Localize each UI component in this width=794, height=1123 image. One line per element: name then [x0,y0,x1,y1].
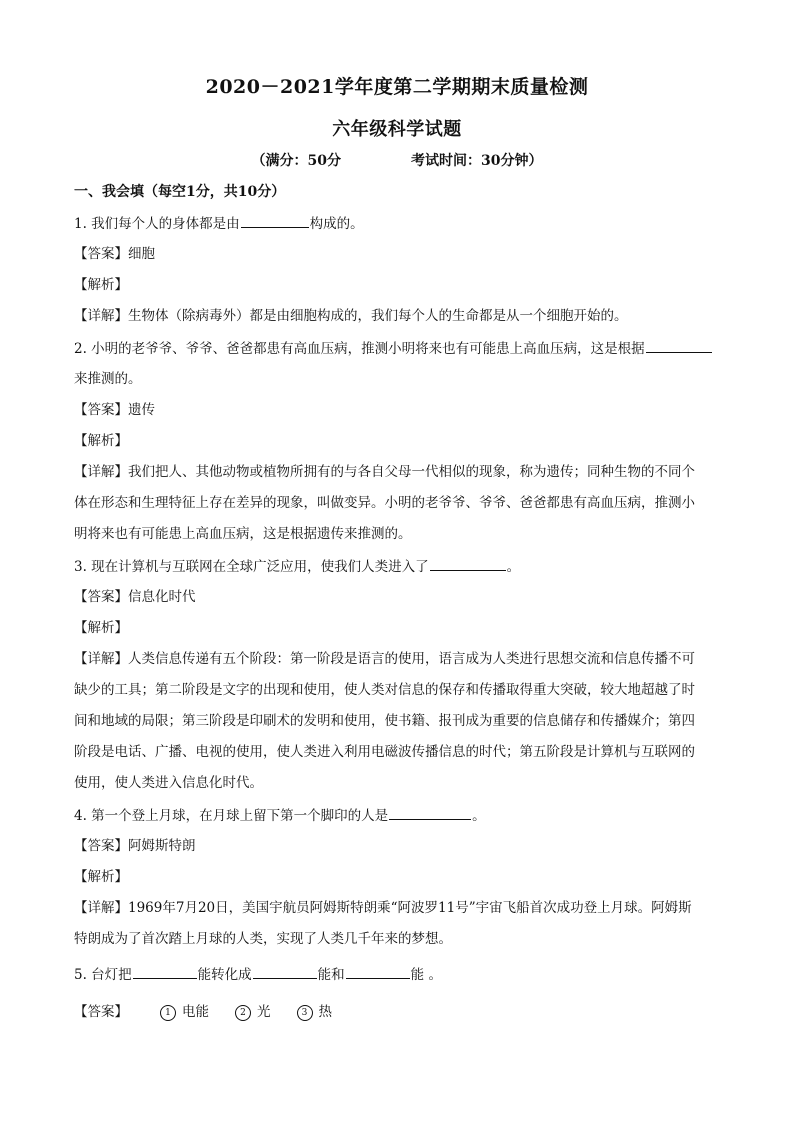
answer-blank [430,556,506,571]
detail-3-line-5: 使用，使人类进入信息化时代。 [74,775,263,791]
answer-tag: 【答案】 [74,402,128,418]
question-5-stem-4: 能 。 [410,967,442,983]
question-5-stem: 5. 台灯把 [74,967,132,983]
detail-2 [74,462,724,482]
answer-text: 信息化时代 [128,589,196,605]
answer-blank [241,213,309,228]
exam-title: 2020－2021学年度第二学期期末质量检测 [205,76,589,98]
detail-2-line-2: 体在形态和生理特征上存在差异的现象，叫做变异。小明的老爷爷、爷爷、爸爸都患有高血压病，推测小 [74,495,695,511]
option-text: 光 [257,1004,271,1020]
answer-blank [646,338,712,353]
answer-option [235,1002,271,1022]
answer-text: 遗传 [128,402,155,418]
question-4-stem: 4. 第一个登上月球，在月球上留下第一个脚印的人是 [74,808,389,824]
answer-blank [389,805,471,820]
answer-blank [133,964,197,979]
answer-text: 细胞 [128,246,155,262]
detail-4 [74,898,724,918]
detail-text: 人类信息传递有五个阶段：第一阶段是语言的使用，语言成为人类进行思想交流和信息传播不可 [128,651,695,667]
option-number: 2 [235,1005,251,1021]
question-2-stem: 2. 小明的老爷爷、爷爷、爸爸都患有高血压病，推测小明将来也有可能患上高血压病，这是根据 [74,341,645,357]
detail-tag: 【详解】 [74,464,128,480]
exam-meta [0,150,794,170]
question-3-stem-end: 。 [506,559,521,575]
detail-tag: 【详解】 [74,651,128,667]
exam-subtitle: 六年级科学试题 [332,119,462,140]
detail-3-line-4: 阶段是电话、广播、电视的使用，使人类进入利用电磁波传播信息的时代；第五阶段是计算机与互联网的 [74,744,695,760]
option-number: 1 [160,1005,176,1021]
detail-tag: 【详解】 [74,900,128,916]
answer-2 [74,400,724,420]
question-2-cont: 来推测的。 [74,371,142,387]
analysis-3: 【解析】 [74,620,128,636]
detail-4-line-2: 特朗成为了首次踏上月球的人类，实现了人类几千年来的梦想。 [74,931,452,947]
question-3 [74,556,724,577]
answer-option [297,1002,333,1022]
analysis-4: 【解析】 [74,869,128,885]
question-4 [74,805,724,826]
question-1-stem: 1. 我们每个人的身体都是由 [74,216,240,232]
detail-text: 生物体（除病毒外）都是由细胞构成的，我们每个人的生命都是从一个细胞开始的。 [128,308,628,324]
answer-tag: 【答案】 [74,838,128,854]
full-score: （满分：50分 [251,153,341,169]
option-text: 热 [318,1004,332,1020]
detail-1 [74,306,724,326]
question-4-stem-end: 。 [472,808,486,824]
exam-time: 考试时间：30分钟） [411,153,543,169]
question-3-stem: 3. 现在计算机与互联网在全球广泛应用，使我们人类进入了 [74,559,429,575]
analysis-1: 【解析】 [74,277,128,293]
question-1-stem-end: 构成的。 [309,216,364,232]
answer-tag: 【答案】 [74,589,128,605]
section-heading: 一、我会填（每空1分，共10分） [74,184,286,200]
question-5 [74,964,724,985]
question-5-stem-3: 能和 [317,967,345,983]
option-text: 电能 [182,1004,209,1020]
detail-2-line-3: 明将来也有可能患上高血压病，这是根据遗传来推测的。 [74,526,412,542]
answer-1 [74,244,724,264]
answer-5 [74,1002,724,1022]
detail-3 [74,649,724,669]
option-number: 3 [297,1005,313,1021]
detail-3-line-2: 缺少的工具；第二阶段是文字的出现和使用，使人类对信息的保存和传播取得重大突破，较大地超越了时 [74,682,695,698]
question-2 [74,338,724,359]
question-5-stem-2: 能转化成 [197,967,252,983]
answer-3 [74,587,724,607]
detail-text: 我们把人、其他动物或植物所拥有的与各自父母一代相似的现象，称为遗传；同种生物的不同个 [128,464,695,480]
answer-text: 阿姆斯特朗 [128,838,196,854]
answer-option [160,1002,209,1022]
answer-tag: 【答案】 [74,1004,128,1020]
answer-blank [253,964,317,979]
analysis-2: 【解析】 [74,433,128,449]
answer-4 [74,836,724,856]
detail-3-line-3: 间和地域的局限；第三阶段是印刷术的发明和使用，使书籍、报刊成为重要的信息储存和传播媒介；第四 [74,713,695,729]
detail-text: 1969年7月20日，美国宇航员阿姆斯特朗乘“阿波罗11号”宇宙飞船首次成功登上月球。阿姆斯 [128,900,692,916]
question-1 [74,213,724,234]
answer-tag: 【答案】 [74,246,128,262]
answer-blank [346,964,410,979]
detail-tag: 【详解】 [74,308,128,324]
